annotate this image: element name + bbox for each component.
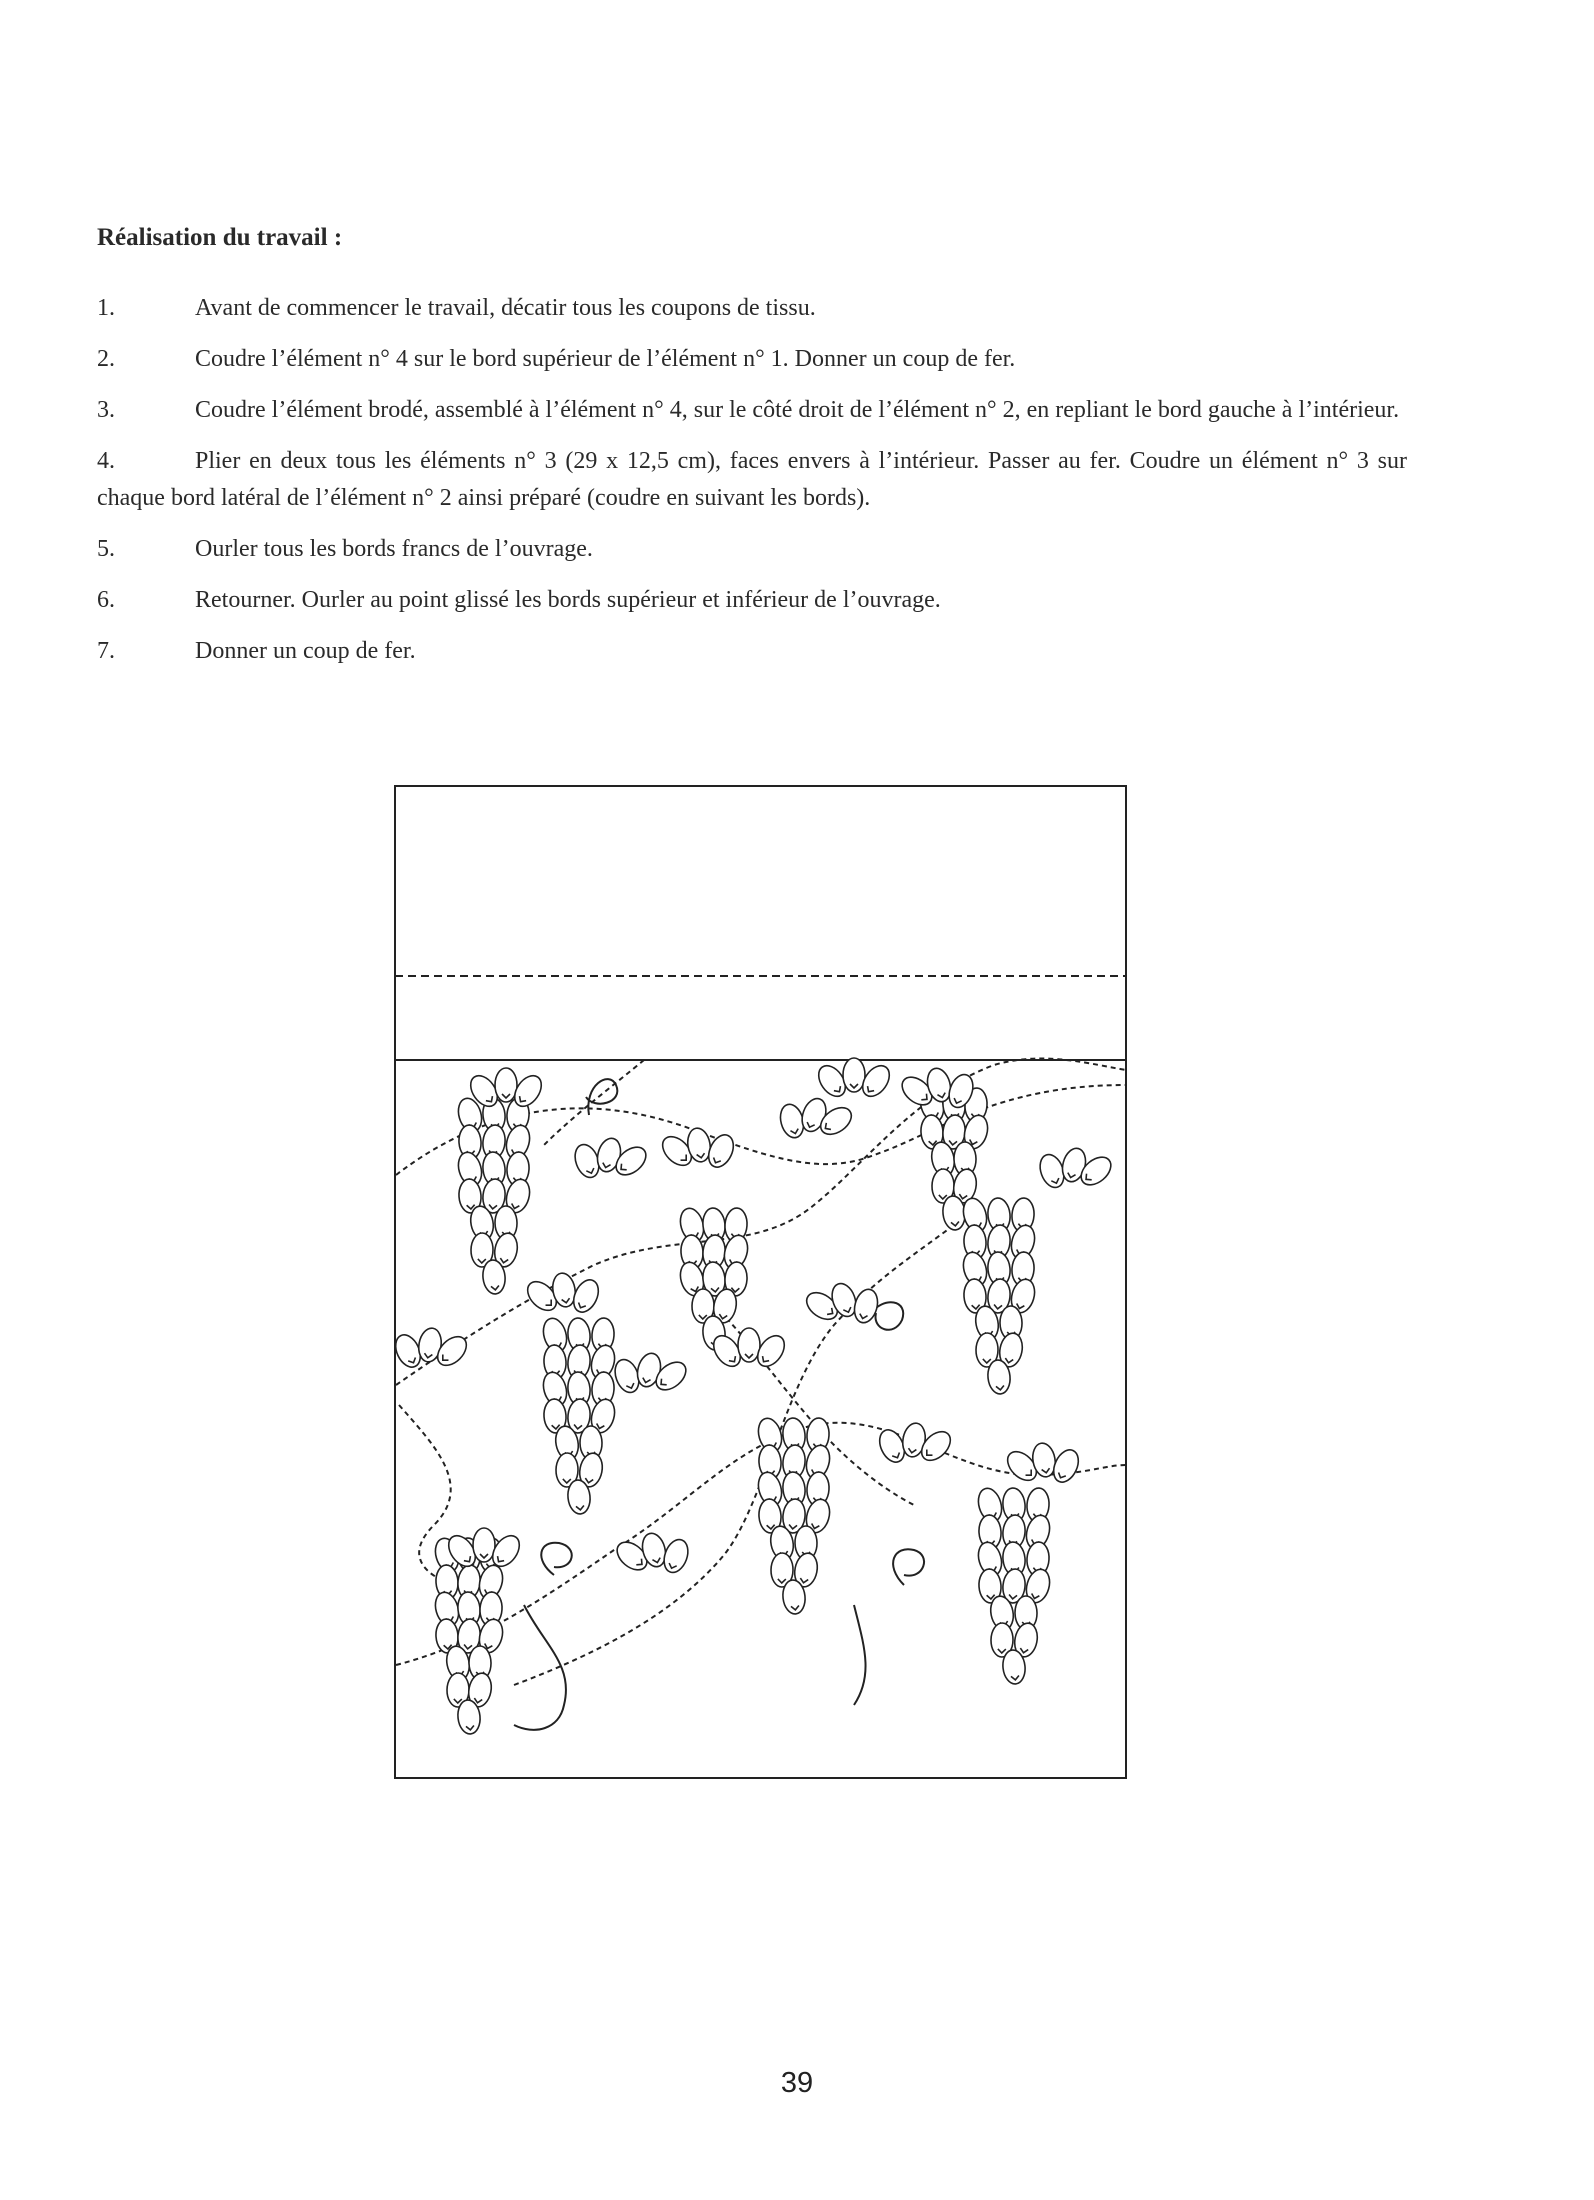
step-number: 4.: [97, 448, 115, 474]
instruction-step: [97, 392, 1407, 429]
step-text: Coudre l’élément n° 4 sur le bord supérieur de l’élément n° 1. Donner un coup de fer.: [195, 346, 1016, 372]
instruction-step: [97, 341, 1407, 378]
instruction-list: [97, 290, 1407, 684]
step-number: 5.: [97, 536, 115, 562]
instruction-step: [97, 582, 1407, 619]
step-text: Donner un coup de fer.: [195, 638, 416, 664]
step-number: 2.: [97, 346, 115, 372]
instruction-step: [97, 443, 1407, 517]
step-number: 6.: [97, 587, 115, 613]
grape-clusters: [394, 1058, 1116, 1735]
step-text: Retourner. Ourler au point glissé les bords supérieur et inférieur de l’ouvrage.: [195, 587, 941, 613]
instruction-step: [97, 633, 1407, 670]
step-text: Coudre l’élément brodé, assemblé à l’élément n° 4, sur le côté droit de l’élément n° 2, en repliant le bord gauche à l’intérieur.: [195, 397, 1400, 423]
step-number: 1.: [97, 295, 115, 321]
section-heading: Réalisation du travail :: [97, 224, 343, 251]
pattern-drawing: [394, 785, 1127, 1779]
embroidery-pattern-figure: [394, 785, 1127, 1779]
step-text: Avant de commencer le travail, décatir tous les coupons de tissu.: [195, 295, 816, 321]
instruction-step: [97, 290, 1407, 327]
step-text: Plier en deux tous les éléments n° 3 (29 x 12,5 cm), faces envers à l’intérieur. Passer au fer. Coudre un élément n° 3 sur chaque bord latéral de l’élément n° 2 ainsi préparé (coudre en suivant les bords).: [97, 448, 1407, 511]
step-number: 3.: [97, 397, 115, 423]
step-number: 7.: [97, 638, 115, 664]
step-text: Ourler tous les bords francs de l’ouvrage.: [195, 536, 593, 562]
page-number: 39: [780, 2067, 814, 2099]
instruction-step: [97, 531, 1407, 568]
